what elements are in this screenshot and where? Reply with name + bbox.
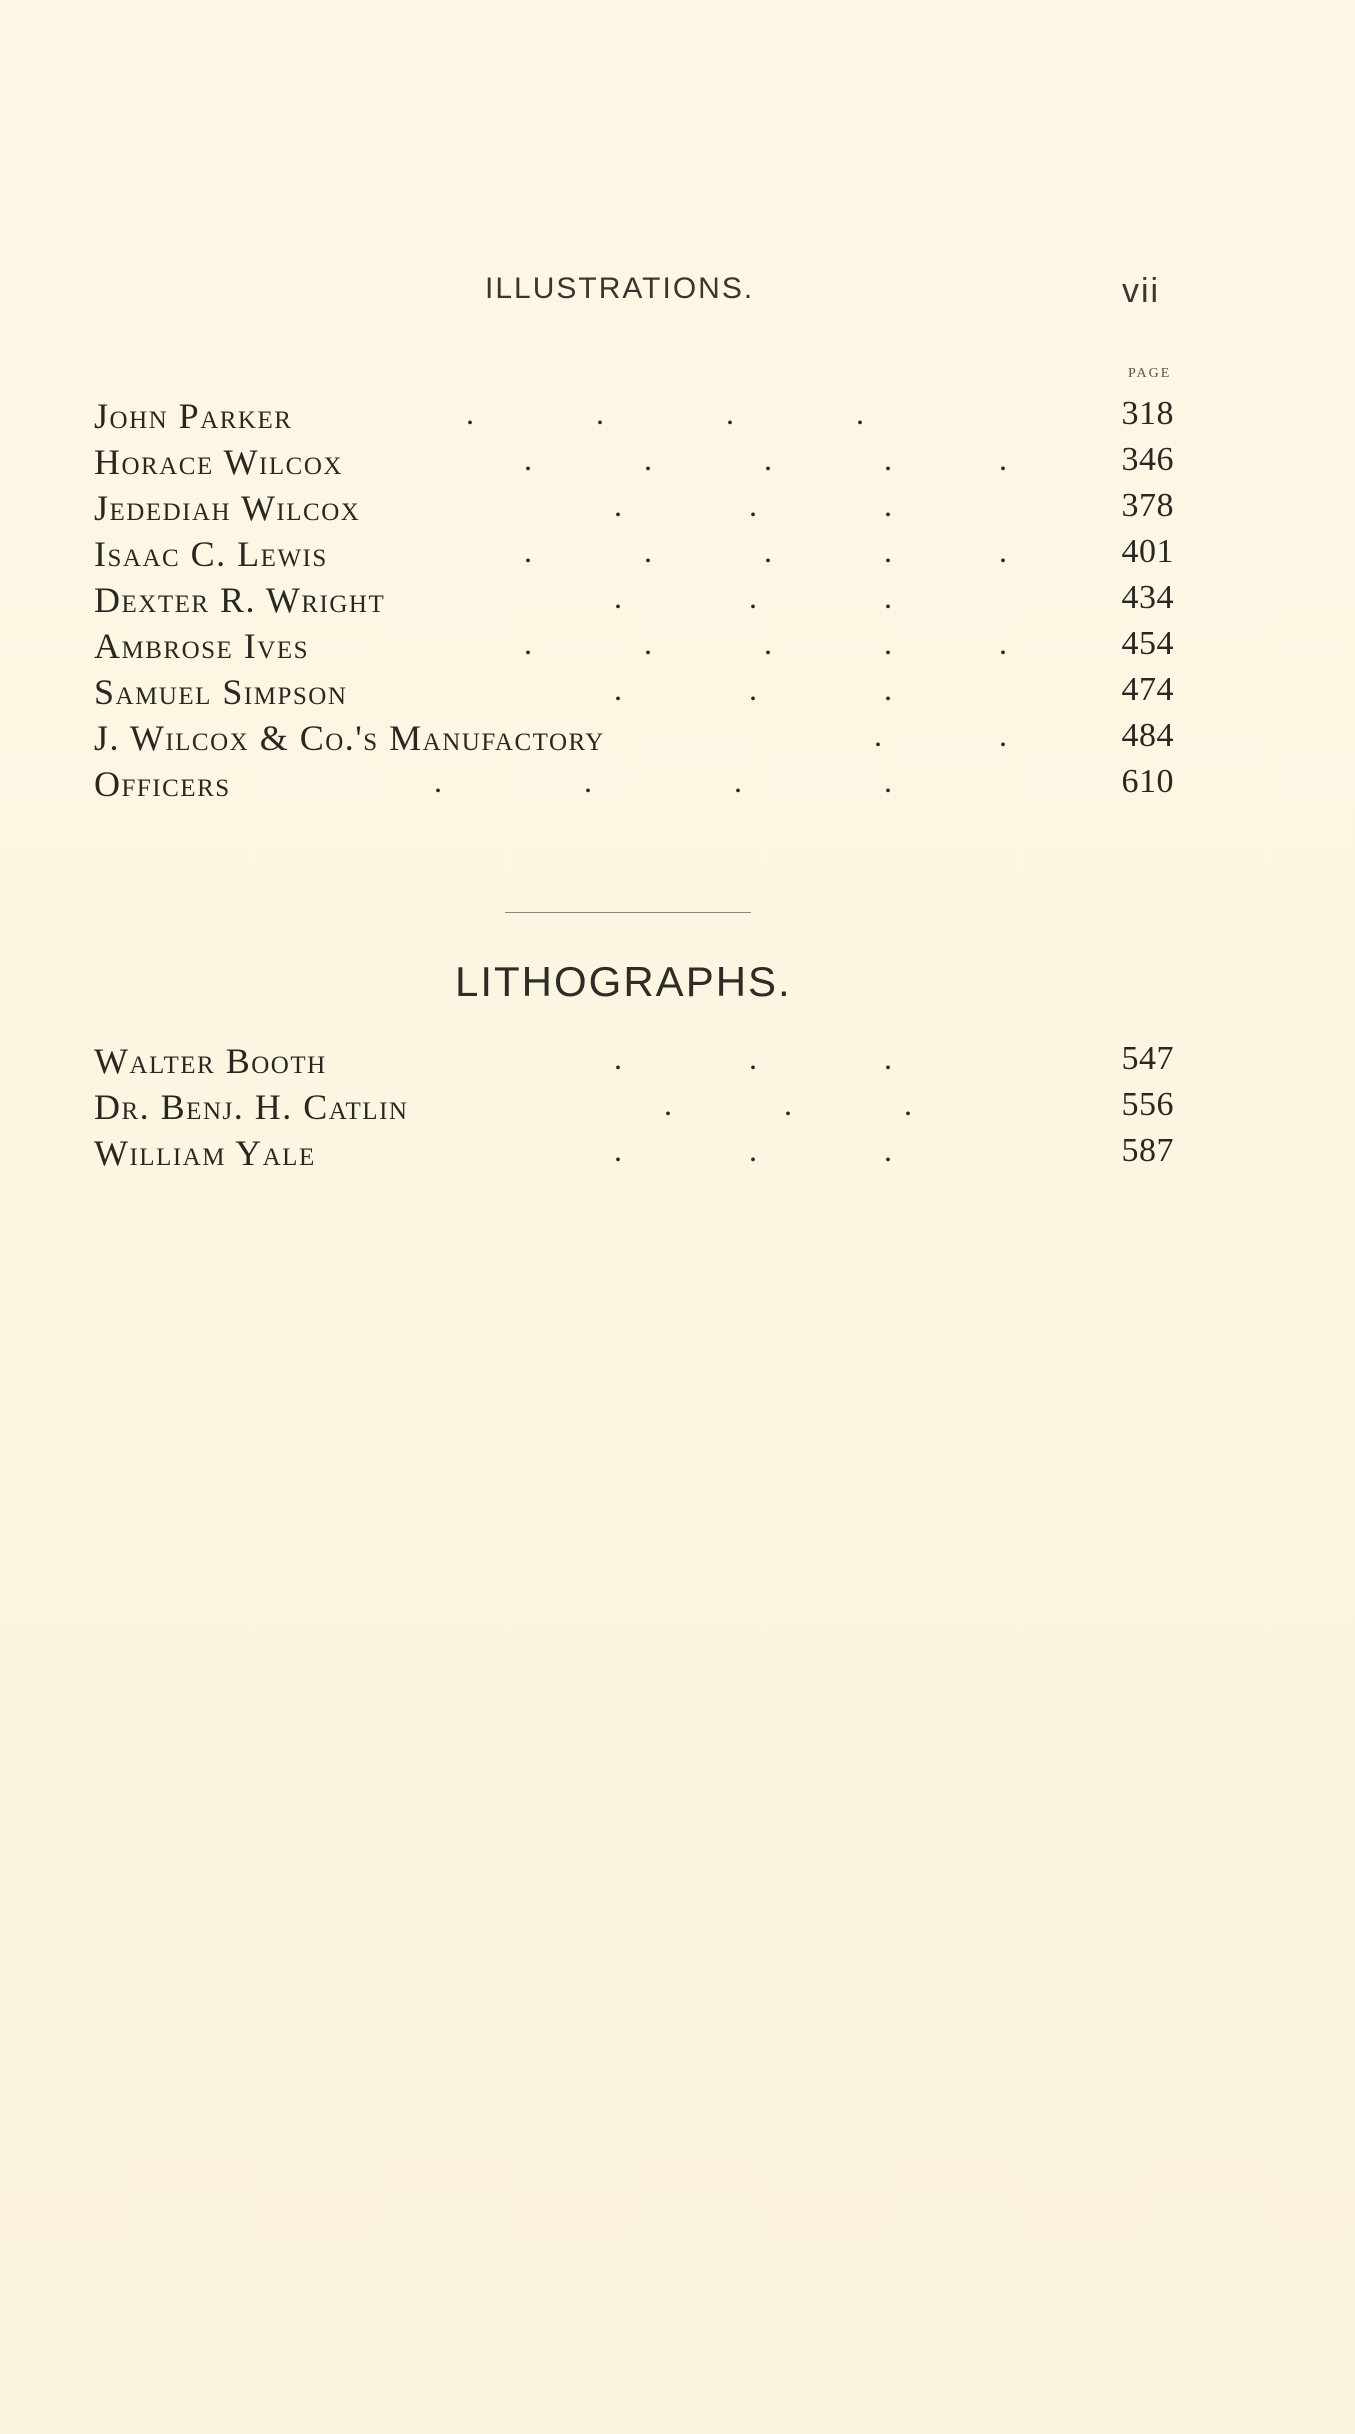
dot-leaders: . . . . bbox=[434, 763, 894, 799]
entry-page-number: 378 bbox=[1121, 487, 1174, 524]
entry-title: Isaac C. Lewis bbox=[94, 534, 328, 574]
entry-title: Ambrose Ives bbox=[94, 626, 310, 666]
entry-page-number: 318 bbox=[1121, 395, 1174, 432]
dot-leaders: . . bbox=[874, 717, 1009, 753]
entry-page-number: 556 bbox=[1121, 1086, 1174, 1123]
list-item bbox=[94, 579, 1174, 625]
list-item bbox=[94, 533, 1174, 579]
entry-title: Samuel Simpson bbox=[94, 672, 348, 712]
dot-leaders: . . . . . bbox=[524, 533, 1009, 569]
entry-page-number: 610 bbox=[1121, 763, 1174, 800]
entry-title: William Yale bbox=[94, 1133, 316, 1173]
dot-leaders: . . . bbox=[664, 1086, 914, 1122]
entry-page-number: 587 bbox=[1121, 1132, 1174, 1169]
list-item bbox=[94, 625, 1174, 671]
dot-leaders: . . . bbox=[614, 579, 894, 615]
entry-title: Dr. Benj. H. Catlin bbox=[94, 1087, 409, 1127]
dot-leaders: . . . . bbox=[466, 395, 866, 431]
list-item bbox=[94, 1086, 1174, 1132]
entry-title: Officers bbox=[94, 764, 231, 804]
dot-leaders: . . . bbox=[614, 1132, 894, 1168]
list-item bbox=[94, 1040, 1174, 1086]
dot-leaders: . . . bbox=[614, 1040, 894, 1076]
running-title: ILLUSTRATIONS. bbox=[485, 272, 755, 305]
list-item bbox=[94, 671, 1174, 717]
illustrations-list bbox=[94, 395, 1174, 809]
entry-page-number: 454 bbox=[1121, 625, 1174, 662]
dot-leaders: . . . . . bbox=[524, 441, 1009, 477]
list-item bbox=[94, 763, 1174, 809]
list-item bbox=[94, 441, 1174, 487]
section-divider bbox=[505, 912, 751, 913]
entry-title: Walter Booth bbox=[94, 1041, 327, 1081]
entry-page-number: 401 bbox=[1121, 533, 1174, 570]
running-head bbox=[0, 272, 1355, 322]
entry-page-number: 547 bbox=[1121, 1040, 1174, 1077]
page-number: vii bbox=[1122, 272, 1161, 310]
entry-title: Horace Wilcox bbox=[94, 442, 343, 482]
entry-title: J. Wilcox & Co.'s Manufactory bbox=[94, 718, 605, 758]
entry-title: Jedediah Wilcox bbox=[94, 488, 361, 528]
entry-page-number: 474 bbox=[1121, 671, 1174, 708]
list-item bbox=[94, 487, 1174, 533]
section-heading-lithographs: LITHOGRAPHS. bbox=[455, 958, 792, 1005]
list-item bbox=[94, 1132, 1174, 1178]
entry-page-number: 484 bbox=[1121, 717, 1174, 754]
dot-leaders: . . . bbox=[614, 487, 894, 523]
entry-title: Dexter R. Wright bbox=[94, 580, 386, 620]
dot-leaders: . . . . . bbox=[524, 625, 1009, 661]
entry-title: John Parker bbox=[94, 396, 293, 436]
list-item bbox=[94, 717, 1174, 763]
page-column-label: PAGE bbox=[1128, 366, 1172, 381]
dot-leaders: . . . bbox=[614, 671, 894, 707]
list-item bbox=[94, 395, 1174, 441]
lithographs-list bbox=[94, 1040, 1174, 1178]
entry-page-number: 346 bbox=[1121, 441, 1174, 478]
entry-page-number: 434 bbox=[1121, 579, 1174, 616]
